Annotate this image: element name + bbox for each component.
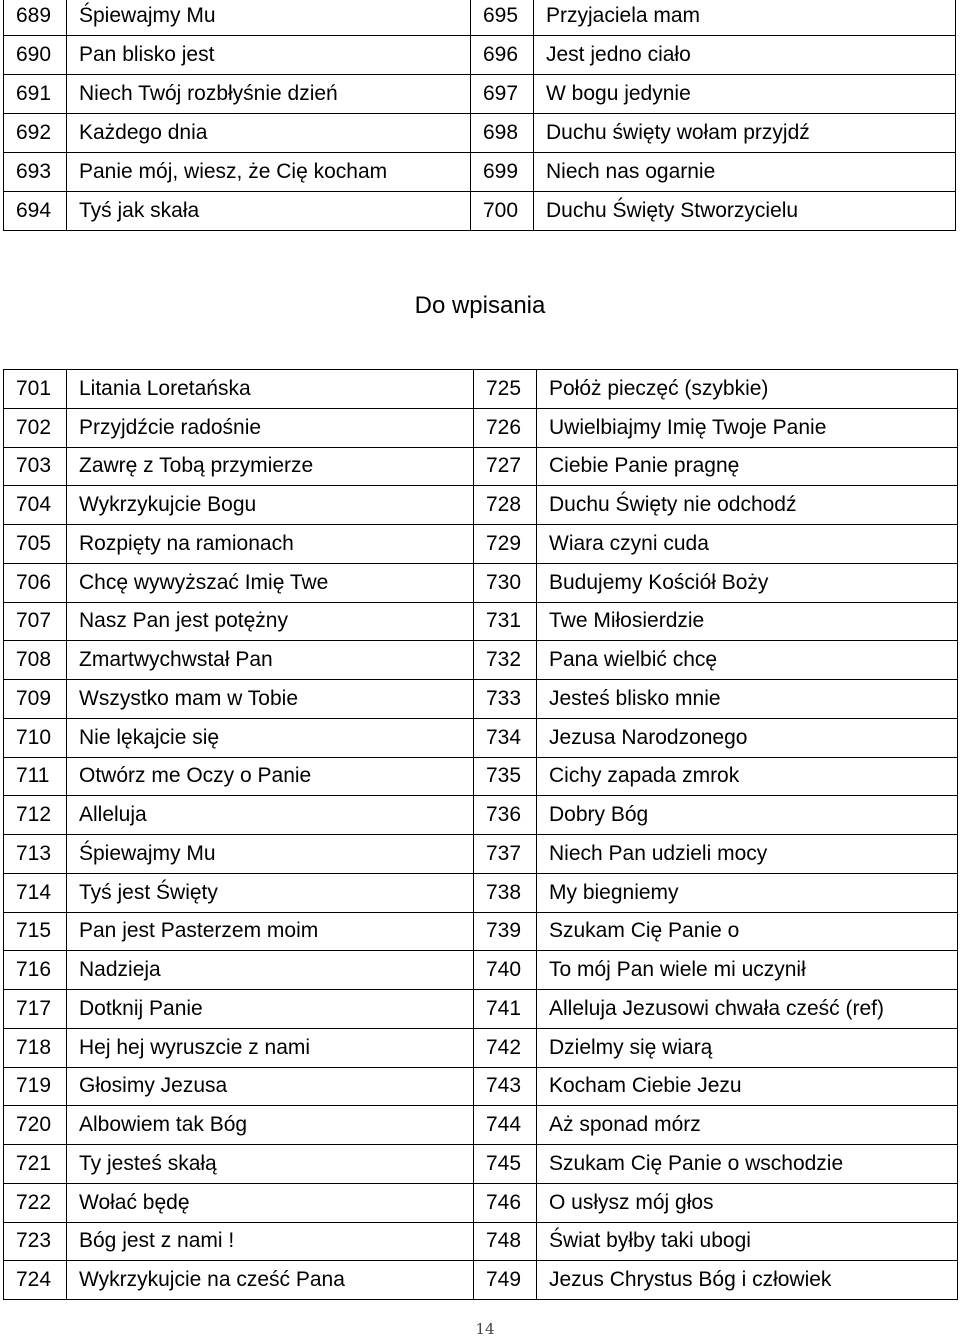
song-number: 735: [474, 757, 537, 796]
section-heading: Do wpisania: [414, 292, 546, 319]
song-number: 707: [4, 602, 67, 641]
song-title: Nasz Pan jest potężny: [67, 602, 474, 641]
song-title: Budujemy Kościół Boży: [537, 563, 958, 602]
table-row: [4, 1106, 958, 1145]
song-number: 692: [4, 114, 67, 153]
table-row: [4, 680, 958, 719]
table-row: [4, 408, 958, 447]
song-number: 718: [4, 1028, 67, 1067]
song-title: Niech nas ogarnie: [534, 153, 956, 192]
song-number: 699: [471, 153, 534, 192]
song-number: 701: [4, 370, 67, 409]
table-row: [4, 873, 958, 912]
song-title: Cichy zapada zmrok: [537, 757, 958, 796]
table-row: [4, 602, 958, 641]
song-title: Przyjaciela mam: [534, 0, 956, 36]
song-number: 719: [4, 1067, 67, 1106]
table-row: [4, 1067, 958, 1106]
table-row: [4, 796, 958, 835]
song-title: Niech Pan udzieli mocy: [537, 835, 958, 874]
song-number: 713: [4, 835, 67, 874]
song-number: 720: [4, 1106, 67, 1145]
song-number: 742: [474, 1028, 537, 1067]
song-number: 714: [4, 873, 67, 912]
table-row: [4, 757, 958, 796]
song-title: To mój Pan wiele mi uczynił: [537, 951, 958, 990]
song-title: Szukam Cię Panie o: [537, 912, 958, 951]
song-number: 696: [471, 36, 534, 75]
song-number: 706: [4, 563, 67, 602]
song-number: 744: [474, 1106, 537, 1145]
song-title: Jest jedno ciało: [534, 36, 956, 75]
song-title: Nadzieja: [67, 951, 474, 990]
song-number: 717: [4, 990, 67, 1029]
song-number: 746: [474, 1183, 537, 1222]
song-title: Chcę wywyższać Imię Twe: [67, 563, 474, 602]
song-title: Tyś jak skała: [67, 192, 471, 231]
song-number: 739: [474, 912, 537, 951]
table-row: [4, 1145, 958, 1184]
song-number: 732: [474, 641, 537, 680]
song-number: 700: [471, 192, 534, 231]
song-number: 702: [4, 408, 67, 447]
song-table-main-body: [4, 370, 958, 1300]
table-row: [4, 114, 956, 153]
song-title: Wiara czyni cuda: [537, 525, 958, 564]
song-title: Jezusa Narodzonego: [537, 718, 958, 757]
song-table-top: [3, 0, 956, 231]
song-number: 737: [474, 835, 537, 874]
table-row: [4, 525, 958, 564]
song-number: 726: [474, 408, 537, 447]
song-number: 708: [4, 641, 67, 680]
song-number: 736: [474, 796, 537, 835]
table-row: [4, 486, 958, 525]
song-title: Wszystko mam w Tobie: [67, 680, 474, 719]
song-number: 730: [474, 563, 537, 602]
table-row: [4, 0, 956, 36]
song-number: 738: [474, 873, 537, 912]
song-title: Ciebie Panie pragnę: [537, 447, 958, 486]
song-number: 690: [4, 36, 67, 75]
song-title: Zmartwychwstał Pan: [67, 641, 474, 680]
song-title: Kocham Ciebie Jezu: [537, 1067, 958, 1106]
song-number: 731: [474, 602, 537, 641]
song-title: Litania Loretańska: [67, 370, 474, 409]
song-title: My biegniemy: [537, 873, 958, 912]
song-title: Rozpięty na ramionach: [67, 525, 474, 564]
table-row: [4, 1183, 958, 1222]
song-title: W bogu jedynie: [534, 75, 956, 114]
song-number: 721: [4, 1145, 67, 1184]
song-title: Pan jest Pasterzem moim: [67, 912, 474, 951]
song-number: 698: [471, 114, 534, 153]
song-title: Duchu Święty nie odchodź: [537, 486, 958, 525]
song-title: Pan blisko jest: [67, 36, 471, 75]
page-number: 14: [475, 1320, 495, 1338]
song-number: 722: [4, 1183, 67, 1222]
song-title: Albowiem tak Bóg: [67, 1106, 474, 1145]
song-title: Śpiewajmy Mu: [67, 0, 471, 36]
table-row: [4, 912, 958, 951]
table-row: [4, 1222, 958, 1261]
table-row: [4, 641, 958, 680]
song-title: Wykrzykujcie Bogu: [67, 486, 474, 525]
song-title: Alleluja Jezusowi chwała cześć (ref): [537, 990, 958, 1029]
table-row: [4, 447, 958, 486]
song-number: 748: [474, 1222, 537, 1261]
song-title: Alleluja: [67, 796, 474, 835]
song-title: Przyjdźcie radośnie: [67, 408, 474, 447]
song-number: 741: [474, 990, 537, 1029]
song-number: 693: [4, 153, 67, 192]
song-title: Jesteś blisko mnie: [537, 680, 958, 719]
song-title: Panie mój, wiesz, że Cię kocham: [67, 153, 471, 192]
song-number: 705: [4, 525, 67, 564]
song-title: O usłysz mój głos: [537, 1183, 958, 1222]
song-title: Ty jesteś skałą: [67, 1145, 474, 1184]
song-title: Niech Twój rozbłyśnie dzień: [67, 75, 471, 114]
song-number: 704: [4, 486, 67, 525]
song-title: Nie lękajcie się: [67, 718, 474, 757]
table-row: [4, 563, 958, 602]
table-row: [4, 75, 956, 114]
song-number: 724: [4, 1261, 67, 1300]
song-number: 689: [4, 0, 67, 36]
song-number: 711: [4, 757, 67, 796]
song-title: Dotknij Panie: [67, 990, 474, 1029]
song-title: Dzielmy się wiarą: [537, 1028, 958, 1067]
song-number: 716: [4, 951, 67, 990]
song-title: Jezus Chrystus Bóg i człowiek: [537, 1261, 958, 1300]
song-number: 691: [4, 75, 67, 114]
song-number: 715: [4, 912, 67, 951]
song-number: 734: [474, 718, 537, 757]
song-title: Śpiewajmy Mu: [67, 835, 474, 874]
song-number: 727: [474, 447, 537, 486]
table-row: [4, 192, 956, 231]
song-title: Wołać będę: [67, 1183, 474, 1222]
song-number: 697: [471, 75, 534, 114]
table-row: [4, 951, 958, 990]
table-row: [4, 990, 958, 1029]
song-title: Otwórz me Oczy o Panie: [67, 757, 474, 796]
song-number: 749: [474, 1261, 537, 1300]
song-number: 740: [474, 951, 537, 990]
song-title: Twe Miłosierdzie: [537, 602, 958, 641]
table-row: [4, 370, 958, 409]
song-number: 695: [471, 0, 534, 36]
song-number: 712: [4, 796, 67, 835]
song-number: 694: [4, 192, 67, 231]
table-row: [4, 718, 958, 757]
song-number: 729: [474, 525, 537, 564]
song-title: Głosimy Jezusa: [67, 1067, 474, 1106]
song-number: 725: [474, 370, 537, 409]
table-row: [4, 36, 956, 75]
song-title: Duchu Święty Stworzycielu: [534, 192, 956, 231]
song-title: Pana wielbić chcę: [537, 641, 958, 680]
song-title: Połóż pieczęć (szybkie): [537, 370, 958, 409]
song-title: Wykrzykujcie na cześć Pana: [67, 1261, 474, 1300]
song-title: Dobry Bóg: [537, 796, 958, 835]
table-row: [4, 835, 958, 874]
song-title: Bóg jest z nami !: [67, 1222, 474, 1261]
song-title: Zawrę z Tobą przymierze: [67, 447, 474, 486]
song-title: Każdego dnia: [67, 114, 471, 153]
song-number: 703: [4, 447, 67, 486]
song-title: Aż sponad mórz: [537, 1106, 958, 1145]
song-title: Hej hej wyruszcie z nami: [67, 1028, 474, 1067]
song-number: 743: [474, 1067, 537, 1106]
song-number: 709: [4, 680, 67, 719]
song-title: Tyś jest Święty: [67, 873, 474, 912]
song-number: 723: [4, 1222, 67, 1261]
song-number: 710: [4, 718, 67, 757]
song-table-main: [3, 369, 958, 1300]
table-row: [4, 1028, 958, 1067]
song-title: Uwielbiajmy Imię Twoje Panie: [537, 408, 958, 447]
song-number: 733: [474, 680, 537, 719]
table-row: [4, 1261, 958, 1300]
table-row: [4, 153, 956, 192]
song-number: 728: [474, 486, 537, 525]
song-title: Świat byłby taki ubogi: [537, 1222, 958, 1261]
song-table-top-body: [4, 0, 956, 231]
song-title: Duchu święty wołam przyjdź: [534, 114, 956, 153]
song-number: 745: [474, 1145, 537, 1184]
song-title: Szukam Cię Panie o wschodzie: [537, 1145, 958, 1184]
